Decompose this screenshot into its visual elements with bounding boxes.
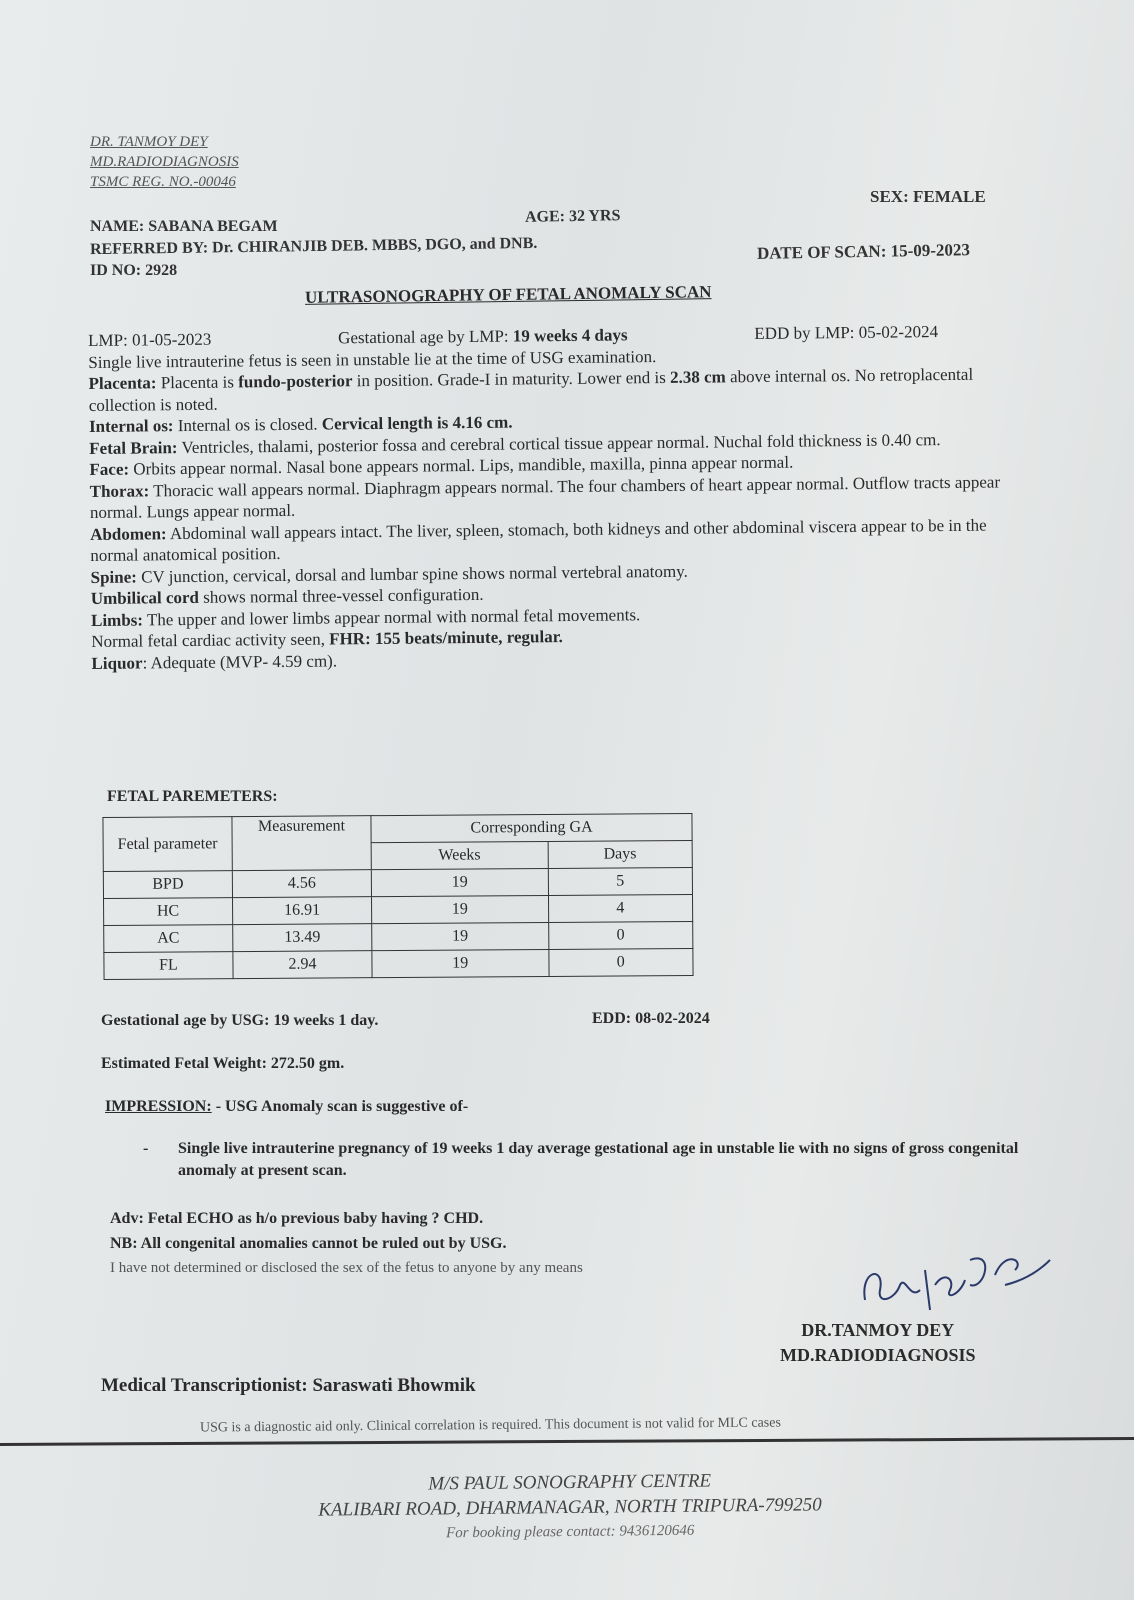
signatory-name: DR.TANMOY DEY xyxy=(801,1320,955,1340)
centre-address: KALIBARI ROAD, DHARMANAGAR, NORTH TRIPURA-799250 xyxy=(318,1494,822,1521)
finding-label: Thorax: xyxy=(89,480,150,501)
centre-footer xyxy=(250,1467,891,1549)
finding-label: Face: xyxy=(89,459,130,479)
finding-text: Internal os is closed. xyxy=(173,414,322,436)
ga-lmp-value: 19 weeks 4 days xyxy=(512,325,628,346)
referred-by: REFERRED BY: Dr. CHIRANJIB DEB. MBBS, DGO, and DNB. xyxy=(89,234,538,259)
ga-days: 5 xyxy=(548,867,693,895)
ga-days: 0 xyxy=(548,921,693,949)
finding-text: Thoracic wall appears normal. Diaphragm appears normal. The four chambers of heart appear normal. Outflow tracts appear normal. Lungs appear normal. xyxy=(89,471,1001,522)
signatory xyxy=(780,1318,976,1368)
doctor-letterhead xyxy=(90,132,239,192)
transcriptionist: Medical Transcriptionist: Saraswati Bhowmik xyxy=(101,1375,476,1396)
ga-by-usg: Gestational age by USG: 19 weeks 1 day. xyxy=(101,1012,379,1029)
header-measurement: Measurement xyxy=(232,816,371,871)
ga-by-lmp xyxy=(338,324,628,349)
finding-label: Umbilical cord xyxy=(90,587,200,608)
finding-text: in position. Grade-I in maturity. Lower end is xyxy=(352,367,671,391)
finding-text: Placenta is xyxy=(156,372,239,393)
finding-text: : Adequate (MVP- 4.59 cm). xyxy=(142,650,338,672)
ga-weeks: 19 xyxy=(372,922,549,950)
finding-label: FHR: 155 beats/minute, regular. xyxy=(329,627,563,649)
finding-text: Orbits appear normal. Nasal bone appears normal. Lips, mandible, maxilla, pinna appear normal. xyxy=(128,452,794,479)
estimated-fetal-weight: Estimated Fetal Weight: 272.50 gm. xyxy=(101,1055,345,1072)
finding-label: 2.38 cm xyxy=(669,367,726,387)
finding-text: shows normal three-vessel configuration. xyxy=(198,584,484,607)
param-name: HC xyxy=(104,898,233,926)
finding-text: Ventricles, thalami, posterior fossa and cerebral cortical tissue appear normal. Nuchal fold thickness is 0.40 cm. xyxy=(177,429,941,457)
impression-label: IMPRESSION: xyxy=(105,1098,212,1115)
measurement: 4.56 xyxy=(232,870,371,898)
finding-label: Fetal Brain: xyxy=(89,437,178,458)
header-days: Days xyxy=(548,840,693,868)
param-name: AC xyxy=(104,925,233,953)
measurement: 16.91 xyxy=(233,897,372,925)
centre-name: M/S PAUL SONOGRAPHY CENTRE xyxy=(428,1470,712,1495)
param-name: FL xyxy=(104,952,233,980)
edd-by-usg: EDD: 08-02-2024 xyxy=(592,1010,710,1027)
ga-lmp-label: Gestational age by LMP: xyxy=(338,326,513,348)
ga-weeks: 19 xyxy=(372,949,549,977)
table-row xyxy=(104,894,693,925)
lmp: LMP: 01-05-2023 xyxy=(88,329,212,350)
handwritten-signature xyxy=(855,1230,1055,1320)
finding-label: Placenta: xyxy=(88,373,157,393)
edd-by-lmp: EDD by LMP: 05-02-2024 xyxy=(754,322,939,344)
finding-label: Abdomen: xyxy=(90,523,167,544)
header-weeks: Weeks xyxy=(371,841,548,869)
ga-weeks: 19 xyxy=(372,895,549,923)
ga-days: 4 xyxy=(548,894,693,922)
finding-text: The upper and lower limbs appear normal with normal fetal movements. xyxy=(142,604,641,629)
measurement: 2.94 xyxy=(233,951,372,979)
nb-note: NB: All congenital anomalies cannot be ruled out by USG. xyxy=(110,1235,507,1252)
finding-text: Abdominal wall appears intact. The liver, spleen, stomach, both kidneys and other abdominal viscera appear to be in the normal anatomical position. xyxy=(90,515,987,565)
signatory-degree: MD.RADIODIAGNOSIS xyxy=(780,1345,976,1365)
table-row xyxy=(104,921,693,952)
disclaimer: USG is a diagnostic aid only. Clinical correlation is required. This document is not valid for MLC cases xyxy=(199,1415,781,1436)
doctor-name: DR. TANMOY DEY xyxy=(90,134,208,150)
booking-contact: For booking please contact: 9436120646 xyxy=(446,1522,695,1542)
findings-list xyxy=(88,342,1021,674)
impression-heading xyxy=(105,1098,468,1116)
date-of-scan: DATE OF SCAN: 15-09-2023 xyxy=(756,240,971,263)
finding-text: Single live intrauterine fetus is seen in unstable lie at the time of USG examination. xyxy=(88,346,657,372)
impression-item: Single live intrauterine pregnancy of 19 weeks 1 day average gestational age in unstable lie with no signs of gross congenital anomaly at present scan. xyxy=(178,1140,1019,1179)
finding-text: CV junction, cervical, dorsal and lumbar spine shows normal vertebral anatomy. xyxy=(136,561,688,587)
report-title: ULTRASONOGRAPHY OF FETAL ANOMALY SCAN xyxy=(304,282,712,307)
impression-intro: - USG Anomaly scan is suggestive of- xyxy=(211,1098,469,1115)
finding-text: Normal fetal cardiac activity seen, xyxy=(91,629,330,651)
finding-label: fundo-posterior xyxy=(238,371,353,392)
patient-age: AGE: 32 YRS xyxy=(524,207,621,226)
table-row xyxy=(103,867,692,898)
fetal-parameters-table xyxy=(102,813,693,980)
finding-label: Internal os: xyxy=(88,416,174,436)
patient-sex: SEX: FEMALE xyxy=(870,187,986,206)
finding-label: Cervical length is 4.16 cm. xyxy=(321,412,513,434)
finding-text: above internal os. No retroplacental collection is noted. xyxy=(88,364,974,415)
sex-declaration: I have not determined or disclosed the sex of the fetus to anyone by any means xyxy=(110,1260,583,1276)
param-name: BPD xyxy=(103,871,232,899)
finding-label: Liquor xyxy=(91,652,143,673)
measurement: 13.49 xyxy=(233,924,372,952)
doctor-degree: MD.RADIODIAGNOSIS xyxy=(90,154,239,170)
finding-label: Limbs: xyxy=(90,609,144,630)
ga-days: 0 xyxy=(548,948,693,976)
finding-label: Spine: xyxy=(90,567,137,587)
findings xyxy=(88,320,1022,674)
parameters-heading: FETAL PAREMETERS: xyxy=(107,788,278,805)
table-row xyxy=(104,948,693,979)
patient-id: ID NO: 2928 xyxy=(90,262,178,279)
registration-number: TSMC REG. NO.-00046 xyxy=(90,174,236,190)
ga-weeks: 19 xyxy=(371,868,548,896)
patient-name: NAME: SABANA BEGAM xyxy=(90,218,278,235)
header-parameter: Fetal parameter xyxy=(103,817,232,872)
impression-bullet: - xyxy=(143,1140,149,1157)
advice: Adv: Fetal ECHO as h/o previous baby having ? CHD. xyxy=(110,1210,484,1227)
header-ga: Corresponding GA xyxy=(371,813,692,842)
